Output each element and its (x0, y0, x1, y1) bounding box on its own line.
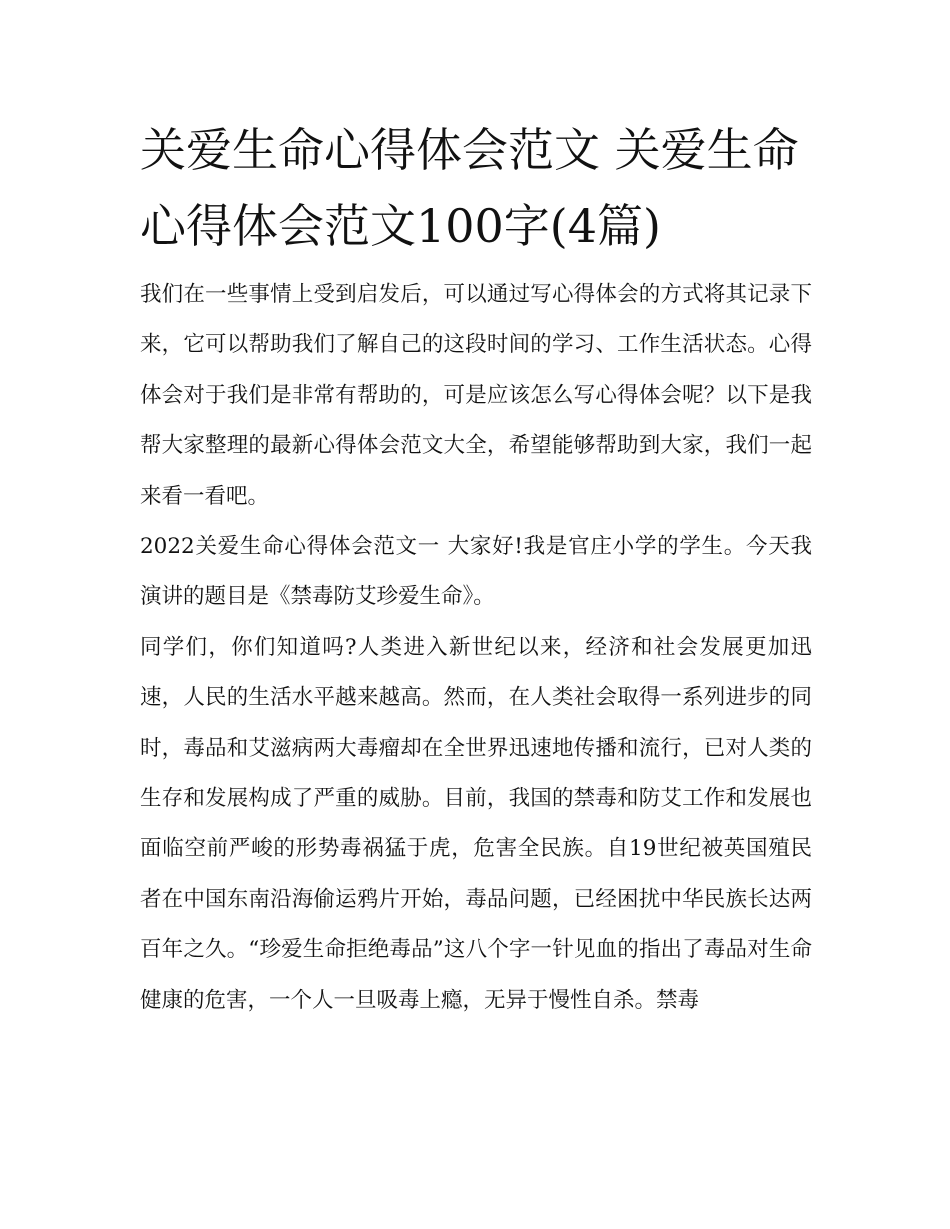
intro-paragraph: 我们在一些事情上受到启发后，可以通过写心得体会的方式将其记录下来，它可以帮助我们了解自己的这段时间的学习、工作生活状态。心得体会对于我们是非常有帮助的，可是应该怎么写心得体会呢？以下是我帮大家整理的最新心得体会范文大全，希望能够帮助到大家，我们一起来看一看吧。 (140, 282, 812, 509)
essay-one-body-paragraph: 同学们，你们知道吗?人类进入新世纪以来，经济和社会发展更加迅速，人民的生活水平越来越高。然而，在人类社会取得一系列进步的同时，毒品和艾滋病两大毒瘤却在全世界迅速地传播和流行，已对人类的生存和发展构成了严重的威胁。目前，我国的禁毒和防艾工作和发展也面临空前严峻的形势毒祸猛于虎，危害全民族。自19世纪被英国殖民者在中国东南沿海偷运鸦片开始，毒品问题，已经困扰中华民族长达两百年之久。“珍爱生命拒绝毒品”这八个字一针见血的指出了毒品对生命健康的危害，一个人一旦吸毒上瘾，无异于慢性自杀。禁毒 (140, 634, 812, 1013)
document-page (140, 112, 812, 1026)
document-title: 关爱生命心得体会范文 关爱生命心得体会范文100字(4篇) (140, 123, 799, 253)
essay-one-opening-paragraph: 2022关爱生命心得体会范文一 大家好!我是官庄小学的学生。今天我演讲的题目是《禁毒防艾珍爱生命》。 (140, 534, 812, 610)
